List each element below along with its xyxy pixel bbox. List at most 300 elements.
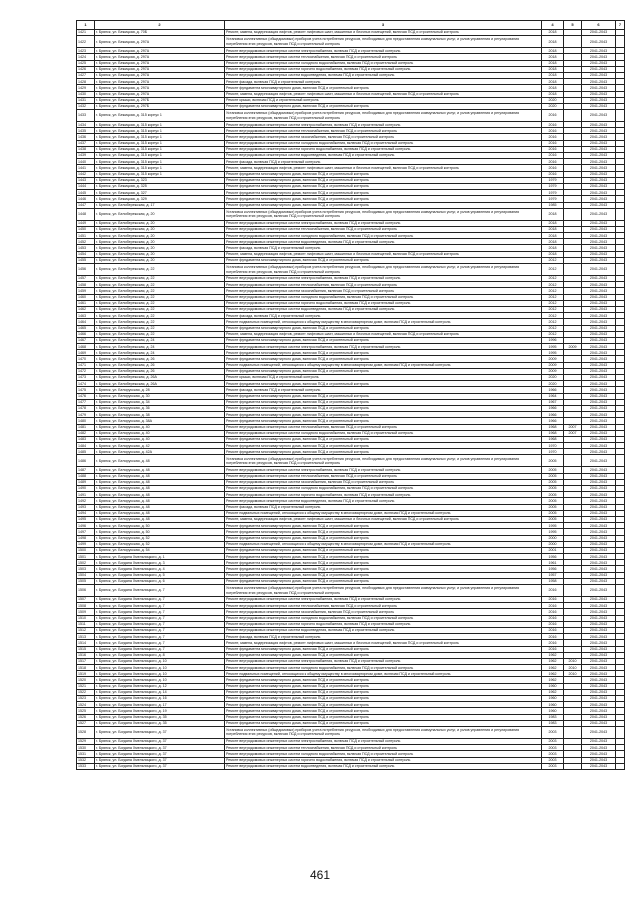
- row-address: г. Брянск, ул. Богдана Хмельницкого, д. 8: [95, 652, 225, 658]
- row-year: 1962: [542, 689, 564, 695]
- row-address: г. Брянск, ул. Белорусская, д. 34: [95, 399, 225, 405]
- row-period: 2041-2043: [582, 745, 616, 751]
- row-period: 2041-2043: [582, 627, 616, 633]
- row-year: 1979: [542, 183, 564, 189]
- row-number: 1466: [77, 331, 95, 337]
- row-number: 1451: [77, 233, 95, 239]
- row-period: 2041-2043: [582, 79, 616, 85]
- row-year: 2018: [542, 91, 564, 97]
- row-number: 1441: [77, 165, 95, 171]
- row-year: 1962: [542, 658, 564, 664]
- row-year: 2016: [542, 128, 564, 134]
- row-number: 1440: [77, 159, 95, 165]
- row-work-type: Ремонт фундамента многоквартирного дома, включая ПСД и строительный контроль: [225, 325, 542, 331]
- row-work-type: Ремонт внутридомовых инженерных систем водоотведения, включая ПСД и строительный контроль: [225, 153, 542, 159]
- row-period: 2041-2043: [582, 504, 616, 510]
- row-address: г. Брянск, ул. Белорусская, д. 48: [95, 498, 225, 504]
- row-period: 2041-2043: [582, 763, 616, 769]
- row-period: 2041-2043: [582, 683, 616, 689]
- row-period: 2041-2043: [582, 153, 616, 159]
- row-address: г. Брянск, ул. Бежицкая, д. 297А: [95, 72, 225, 78]
- row-period: 2041-2043: [582, 720, 616, 726]
- row-address: г. Брянск, ул. Бежицкая, д. 315 корпус 1: [95, 128, 225, 134]
- row-address: г. Брянск, ул. Белобережская, д. 22: [95, 288, 225, 294]
- row-extra: [616, 264, 625, 276]
- row-period: 2041-2043: [582, 239, 616, 245]
- row-work-type: Ремонт внутридомовых инженерных систем теплоснабжения, включая ПСД и строительный контроль: [225, 745, 542, 751]
- row-work-type: Ремонт фундамента многоквартирного дома, включая ПСД и строительный контроль: [225, 572, 542, 578]
- row-address: г. Брянск, ул. Белорусская, д. 48: [95, 492, 225, 498]
- row-number: 1505: [77, 578, 95, 584]
- row-number: 1467: [77, 337, 95, 343]
- row-year: 2016: [542, 122, 564, 128]
- row-year: 1960: [542, 702, 564, 708]
- row-year: 2003: [542, 745, 564, 751]
- row-work-type: Ремонт внутридомовых инженерных систем холодного водоснабжения, включая ПСД и строительный контроль: [225, 615, 542, 621]
- row-address: г. Брянск, ул. Богдана Хмельницкого, д. 4: [95, 566, 225, 572]
- row-year: 2005: [542, 516, 564, 522]
- row-number: 1500: [77, 547, 95, 553]
- row-year: 1970: [542, 449, 564, 455]
- row-year: 1985: [542, 202, 564, 208]
- table-row: [77, 264, 625, 276]
- row-period: 2041-2043: [582, 226, 616, 232]
- row-year: 2018: [542, 48, 564, 54]
- row-work-type: Ремонт фундамента многоквартирного дома, включая ПСД и строительный контроль: [225, 368, 542, 374]
- row-address: г. Брянск, ул. Белорусская, д. 40: [95, 430, 225, 436]
- row-address: г. Брянск, ул. Богдана Хмельницкого, д. 1: [95, 554, 225, 560]
- row-number: 1454: [77, 251, 95, 257]
- row-address: г. Брянск, ул. Бежицкая, д. 327: [95, 190, 225, 196]
- row-year: 1995: [542, 350, 564, 356]
- row-number: 1525: [77, 708, 95, 714]
- row-period: 2041-2043: [582, 331, 616, 337]
- row-work-type: Ремонт внутридомовых инженерных систем водоотведения, включая ПСД и строительный контроль: [225, 306, 542, 312]
- row-period: 2041-2043: [582, 689, 616, 695]
- row-work-type: Ремонт внутридомовых инженерных систем горячего водоснабжения, включая ПСД и строительный контроль: [225, 757, 542, 763]
- row-work-type: Ремонт внутридомовых инженерных систем холодного водоснабжения, включая ПСД и строительный контроль: [225, 294, 542, 300]
- row-period: 2041-2043: [582, 597, 616, 603]
- row-period: 2041-2043: [582, 726, 616, 738]
- row-year: 2020: [542, 381, 564, 387]
- col-header-address: 2: [95, 21, 225, 30]
- row-number: 1522: [77, 689, 95, 695]
- row-period: 2041-2043: [582, 671, 616, 677]
- row-address: г. Брянск, ул. Бежицкая, д. 297Б: [95, 97, 225, 103]
- row-year: 1979: [542, 196, 564, 202]
- row-period: 2041-2043: [582, 177, 616, 183]
- row-number: 1481: [77, 424, 95, 430]
- row-period: 2041-2043: [582, 85, 616, 91]
- row-number: 1446: [77, 196, 95, 202]
- row-year: 2018: [542, 220, 564, 226]
- row-period: 2041-2043: [582, 658, 616, 664]
- row-year: 2016: [542, 585, 564, 597]
- row-period: 2041-2043: [582, 498, 616, 504]
- table-row: [77, 726, 625, 738]
- row-address: г. Брянск, ул. Белорусская, д. 48: [95, 455, 225, 467]
- row-number: 1509: [77, 609, 95, 615]
- row-address: г. Брянск, ул. Богдана Хмельницкого, д. 10: [95, 665, 225, 671]
- table-header: [77, 21, 625, 30]
- row-last-repair: [564, 585, 582, 597]
- row-period: 2041-2043: [582, 455, 616, 467]
- page-number: 461: [309, 868, 331, 882]
- row-address: г. Брянск, ул. Белорусская, д. 42: [95, 443, 225, 449]
- row-work-type: Ремонт фундамента многоквартирного дома, включая ПСД и строительный контроль: [225, 720, 542, 726]
- row-address: г. Брянск, ул. Белобережская, д. 24: [95, 337, 225, 343]
- row-number: 1524: [77, 702, 95, 708]
- row-period: 2041-2043: [582, 603, 616, 609]
- row-year: 1996: [542, 337, 564, 343]
- row-period: 2041-2043: [582, 486, 616, 492]
- row-number: 1480: [77, 418, 95, 424]
- row-period: 2041-2043: [582, 738, 616, 744]
- row-period: 2041-2043: [582, 412, 616, 418]
- col-header-work-type: 3: [225, 21, 542, 30]
- row-last-repair: [564, 763, 582, 769]
- row-period: 2041-2043: [582, 566, 616, 572]
- row-address: г. Брянск, ул. Белобережская, д. 20: [95, 239, 225, 245]
- row-address: г. Брянск, ул. Белобережская, д. 17: [95, 202, 225, 208]
- row-address: г. Брянск, ул. Богдана Хмельницкого, д. 35: [95, 720, 225, 726]
- row-year: 2016: [542, 110, 564, 122]
- row-work-type: Ремонт фундамента многоквартирного дома, включая ПСД и строительный контроль: [225, 190, 542, 196]
- row-work-type: Ремонт подвальных помещений, относящихся к общему имуществу в многоквартирном доме, включая ПСД и строительный контроль: [225, 362, 542, 368]
- row-extra: [616, 763, 625, 769]
- row-last-repair: [564, 726, 582, 738]
- row-year: 2016: [542, 621, 564, 627]
- row-year: 2016: [542, 153, 564, 159]
- row-period: 2041-2043: [582, 615, 616, 621]
- row-work-type: Ремонт внутридомовых инженерных систем горячего водоснабжения, включая ПСД и строительный контроль: [225, 300, 542, 306]
- row-number: 1494: [77, 510, 95, 516]
- row-extra: [616, 208, 625, 220]
- row-work-type: Ремонт фундамента многоквартирного дома, включая ПСД и строительный контроль: [225, 393, 542, 399]
- row-period: 2041-2043: [582, 510, 616, 516]
- row-year: 1979: [542, 190, 564, 196]
- row-work-type: Ремонт внутридомовых инженерных систем холодного водоснабжения, включая ПСД и строительный контроль: [225, 430, 542, 436]
- row-address: г. Брянск, ул. Бежицкая, д. 70Б: [95, 30, 225, 36]
- row-number: 1483: [77, 436, 95, 442]
- row-address: г. Брянск, ул. Белорусская, д. 38: [95, 412, 225, 418]
- row-work-type: Ремонт фундамента многоквартирного дома, включая ПСД и строительный контроль: [225, 202, 542, 208]
- row-year: 2020: [542, 97, 564, 103]
- row-last-repair: [564, 264, 582, 276]
- row-address: г. Брянск, ул. Белорусская, д. 38А: [95, 418, 225, 424]
- row-period: 2041-2043: [582, 220, 616, 226]
- row-work-type: Ремонт фундамента многоквартирного дома, включая ПСД и строительный контроль: [225, 257, 542, 263]
- row-period: 2041-2043: [582, 122, 616, 128]
- row-number: 1496: [77, 523, 95, 529]
- row-work-type: Ремонт фундамента многоквартирного дома, включая ПСД и строительный контроль: [225, 356, 542, 362]
- row-address: г. Брянск, ул. Бежицкая, д. 297А: [95, 54, 225, 60]
- row-year: 1964: [542, 393, 564, 399]
- row-year: 1962: [542, 677, 564, 683]
- row-period: 2041-2043: [582, 516, 616, 522]
- row-year: 2012: [542, 257, 564, 263]
- row-period: 2041-2043: [582, 418, 616, 424]
- row-address: г. Брянск, ул. Богдана Хмельницкого, д. 7: [95, 603, 225, 609]
- row-work-type: Установка коллективных (общедомовых) приборов учета потребления ресурсов, необходимых для предоставления коммунальных услуг, и узлов управления и регулирования потребления этих ресурсов, включая ПСД и строительный контроль: [225, 208, 542, 220]
- row-year: 2003: [542, 757, 564, 763]
- row-year: 2018: [542, 245, 564, 251]
- row-work-type: Ремонт крыши, включая ПСД и строительный контроль: [225, 97, 542, 103]
- row-number: 1528: [77, 726, 95, 738]
- table-row: [77, 110, 625, 122]
- row-work-type: Ремонт внутридомовых инженерных систем холодного водоснабжения, включая ПСД и строительный контроль: [225, 665, 542, 671]
- row-work-type: Ремонт внутридомовых инженерных систем электроснабжения, включая ПСД и строительный контроль: [225, 48, 542, 54]
- row-period: 2041-2043: [582, 541, 616, 547]
- row-address: г. Брянск, ул. Богдана Хмельницкого, д. 19: [95, 708, 225, 714]
- row-address: г. Брянск, ул. Белобережская, д. 26А: [95, 375, 225, 381]
- row-year: 1995: [542, 344, 564, 350]
- col-header-period: 6: [582, 21, 616, 30]
- row-number: 1429: [77, 85, 95, 91]
- row-number: 1449: [77, 220, 95, 226]
- row-number: 1430: [77, 91, 95, 97]
- row-work-type: Ремонт фундамента многоквартирного дома, включая ПСД и строительный контроль: [225, 449, 542, 455]
- row-number: 1487: [77, 467, 95, 473]
- row-extra: [616, 726, 625, 738]
- row-year: 2000: [542, 535, 564, 541]
- row-year: 1958: [542, 578, 564, 584]
- row-number: 1518: [77, 665, 95, 671]
- row-period: 2041-2043: [582, 159, 616, 165]
- row-year: 1966: [542, 418, 564, 424]
- row-period: 2041-2043: [582, 183, 616, 189]
- row-address: г. Брянск, ул. Богдана Хмельницкого, д. 37: [95, 757, 225, 763]
- row-address: г. Брянск, ул. Бежицкая, д. 297Б: [95, 103, 225, 109]
- row-address: г. Брянск, ул. Бежицкая, д. 315 корпус 1: [95, 122, 225, 128]
- row-year: 2005: [542, 486, 564, 492]
- row-number: 1445: [77, 190, 95, 196]
- row-number: 1470: [77, 356, 95, 362]
- row-address: г. Брянск, ул. Богдана Хмельницкого, д. 35: [95, 714, 225, 720]
- row-period: 2041-2043: [582, 337, 616, 343]
- row-address: г. Брянск, ул. Белорусская, д. 40: [95, 436, 225, 442]
- row-number: 1436: [77, 134, 95, 140]
- row-period: 2041-2043: [582, 585, 616, 597]
- row-year: 2016: [542, 646, 564, 652]
- row-address: г. Брянск, ул. Белобережская, д. 20: [95, 251, 225, 257]
- row-number: 1499: [77, 541, 95, 547]
- row-number: 1478: [77, 405, 95, 411]
- row-address: г. Брянск, ул. Белорусская, д. 28: [95, 387, 225, 393]
- row-work-type: Ремонт фундамента многоквартирного дома, включая ПСД и строительный контроль: [225, 689, 542, 695]
- row-number: 1426: [77, 66, 95, 72]
- row-number: 1450: [77, 226, 95, 232]
- row-number: 1425: [77, 60, 95, 66]
- row-year: 2018: [542, 72, 564, 78]
- row-work-type: Ремонт, замена, модернизация лифтов, ремонт лифтовых шахт, машинных и блочных помещений, включая ПСД и строительный контроль: [225, 91, 542, 97]
- row-year: 2003: [542, 763, 564, 769]
- row-number: 1443: [77, 177, 95, 183]
- row-period: 2041-2043: [582, 128, 616, 134]
- row-work-type: Ремонт внутридомовых инженерных систем водоотведения, включая ПСД и строительный контроль: [225, 627, 542, 633]
- row-period: 2041-2043: [582, 36, 616, 48]
- row-period: 2041-2043: [582, 368, 616, 374]
- row-address: г. Брянск, ул. Бежицкая, д. 297А: [95, 36, 225, 48]
- row-work-type: Ремонт фундамента многоквартирного дома, включая ПСД и строительный контроль: [225, 171, 542, 177]
- row-work-type: Установка коллективных (общедомовых) приборов учета потребления ресурсов, необходимых для предоставления коммунальных услуг, и узлов управления и регулирования потребления этих ресурсов, включая ПСД и строительный контроль: [225, 726, 542, 738]
- row-work-type: Ремонт внутридомовых инженерных систем холодного водоснабжения, включая ПСД и строительный контроль: [225, 60, 542, 66]
- row-period: 2041-2043: [582, 288, 616, 294]
- row-extra: [616, 585, 625, 597]
- row-period: 2041-2043: [582, 554, 616, 560]
- row-number: 1460: [77, 294, 95, 300]
- row-year: 2012: [542, 282, 564, 288]
- row-number: 1495: [77, 516, 95, 522]
- row-year: 1960: [542, 696, 564, 702]
- row-year: 2018: [542, 226, 564, 232]
- row-work-type: Ремонт, замена, модернизация лифтов, ремонт лифтовых шахт, машинных и блочных помещений, включая ПСД и строительный контроль: [225, 640, 542, 646]
- row-number: 1482: [77, 430, 95, 436]
- row-year: 2018: [542, 251, 564, 257]
- row-work-type: Установка коллективных (общедомовых) приборов учета потребления ресурсов, необходимых для предоставления коммунальных услуг, и узлов управления и регулирования потребления этих ресурсов, включая ПСД и строительный контроль: [225, 585, 542, 597]
- row-period: 2041-2043: [582, 196, 616, 202]
- row-work-type: Установка коллективных (общедомовых) приборов учета потребления ресурсов, необходимых для предоставления коммунальных услуг, и узлов управления и регулирования потребления этих ресурсов, включая ПСД и строительный контроль: [225, 455, 542, 467]
- row-year: 2009: [542, 368, 564, 374]
- row-number: 1513: [77, 634, 95, 640]
- row-period: 2041-2043: [582, 677, 616, 683]
- row-number: 1463: [77, 313, 95, 319]
- row-year: 2016: [542, 165, 564, 171]
- row-period: 2041-2043: [582, 202, 616, 208]
- row-period: 2041-2043: [582, 165, 616, 171]
- row-work-type: Ремонт внутридомовых инженерных систем электроснабжения, включая ПСД и строительный контроль: [225, 738, 542, 744]
- row-address: г. Брянск, ул. Богдана Хмельницкого, д. 12: [95, 683, 225, 689]
- row-period: 2041-2043: [582, 350, 616, 356]
- row-period: 2041-2043: [582, 294, 616, 300]
- row-last-repair: [564, 208, 582, 220]
- col-header-number: 1: [77, 21, 95, 30]
- row-address: г. Брянск, ул. Бежицкая, д. 297А: [95, 85, 225, 91]
- row-year: 2003: [542, 751, 564, 757]
- row-year: 1968: [542, 424, 564, 430]
- row-period: 2041-2043: [582, 560, 616, 566]
- row-period: 2041-2043: [582, 110, 616, 122]
- row-number: 1486: [77, 455, 95, 467]
- row-address: г. Брянск, ул. Богдана Хмельницкого, д. 37: [95, 745, 225, 751]
- row-work-type: Ремонт, замена, модернизация лифтов, ремонт лифтовых шахт, машинных и блочных помещений, включая ПСД и строительный контроль: [225, 165, 542, 171]
- row-period: 2041-2043: [582, 356, 616, 362]
- row-number: 1447: [77, 202, 95, 208]
- row-number: 1469: [77, 350, 95, 356]
- row-year: 1995: [542, 529, 564, 535]
- row-number: 1427: [77, 72, 95, 78]
- row-year: 2012: [542, 319, 564, 325]
- row-address: г. Брянск, ул. Богдана Хмельницкого, д. 37: [95, 751, 225, 757]
- row-number: 1448: [77, 208, 95, 220]
- table-row: [77, 36, 625, 48]
- row-year: 2016: [542, 603, 564, 609]
- row-work-type: Ремонт внутридомовых инженерных систем теплоснабжения, включая ПСД и строительный контроль: [225, 473, 542, 479]
- row-work-type: Ремонт внутридомовых инженерных систем горячего водоснабжения, включая ПСД и строительный контроль: [225, 492, 542, 498]
- row-period: 2041-2043: [582, 609, 616, 615]
- row-address: г. Брянск, ул. Богдана Хмельницкого, д. 3: [95, 560, 225, 566]
- row-period: 2041-2043: [582, 393, 616, 399]
- row-number: 1485: [77, 449, 95, 455]
- row-number: 1468: [77, 344, 95, 350]
- row-year: 2016: [542, 171, 564, 177]
- row-work-type: Ремонт, замена, модернизация лифтов, ремонт лифтовых шахт, машинных и блочных помещений, включая ПСД и строительный контроль: [225, 30, 542, 36]
- row-year: 2003: [542, 738, 564, 744]
- row-number: 1456: [77, 264, 95, 276]
- row-extra: [616, 455, 625, 467]
- row-address: г. Брянск, ул. Богдана Хмельницкого, д. 37: [95, 726, 225, 738]
- row-address: г. Брянск, ул. Белорусская, д. 48: [95, 516, 225, 522]
- row-work-type: Ремонт фундамента многоквартирного дома, включая ПСД и строительный контроль: [225, 183, 542, 189]
- row-number: 1512: [77, 627, 95, 633]
- row-period: 2041-2043: [582, 381, 616, 387]
- row-work-type: Ремонт фундамента многоквартирного дома, включая ПСД и строительный контроль: [225, 696, 542, 702]
- row-number: 1452: [77, 239, 95, 245]
- row-period: 2041-2043: [582, 103, 616, 109]
- row-work-type: Ремонт фундамента многоквартирного дома, включая ПСД и строительный контроль: [225, 677, 542, 683]
- capital-repair-table: [76, 20, 625, 770]
- row-address: г. Брянск, ул. Белобережская, д. 26А: [95, 381, 225, 387]
- row-number: 1475: [77, 387, 95, 393]
- row-address: г. Брянск, ул. Бежицкая, д. 315 корпус 1: [95, 146, 225, 152]
- row-year: 2016: [542, 159, 564, 165]
- row-number: 1532: [77, 757, 95, 763]
- row-period: 2041-2043: [582, 523, 616, 529]
- col-header-last-repair: 5: [564, 21, 582, 30]
- row-address: г. Брянск, ул. Белорусская, д. 48: [95, 467, 225, 473]
- row-address: г. Брянск, ул. Бежицкая, д. 315 корпус 1: [95, 165, 225, 171]
- row-year: 2012: [542, 331, 564, 337]
- row-number: 1471: [77, 362, 95, 368]
- row-year: 2009: [542, 356, 564, 362]
- row-year: 2005: [542, 473, 564, 479]
- row-number: 1477: [77, 399, 95, 405]
- row-year: 1970: [542, 443, 564, 449]
- row-work-type: Ремонт внутридомовых инженерных систем холодного водоснабжения, включая ПСД и строительный контроль: [225, 486, 542, 492]
- row-address: г. Брянск, ул. Бежицкая, д. 315 корпус 1: [95, 134, 225, 140]
- row-period: 2041-2043: [582, 375, 616, 381]
- row-last-repair: 2009: [564, 344, 582, 350]
- row-address: г. Брянск, ул. Белорусская, д. 30: [95, 393, 225, 399]
- row-period: 2041-2043: [582, 535, 616, 541]
- row-year: 2005: [542, 504, 564, 510]
- row-year: 1966: [542, 387, 564, 393]
- row-work-type: Ремонт внутридомовых инженерных систем электроснабжения, включая ПСД и строительный контроль: [225, 344, 542, 350]
- row-number: 1438: [77, 146, 95, 152]
- row-address: г. Брянск, ул. Белобережская, д. 20: [95, 220, 225, 226]
- row-year: 2018: [542, 208, 564, 220]
- row-year: 2018: [542, 79, 564, 85]
- row-address: г. Брянск, ул. Богдана Хмельницкого, д. 17: [95, 702, 225, 708]
- row-period: 2041-2043: [582, 362, 616, 368]
- row-period: 2041-2043: [582, 572, 616, 578]
- row-year: 1957: [542, 572, 564, 578]
- row-address: г. Брянск, ул. Белорусская, д. 50: [95, 523, 225, 529]
- row-number: 1527: [77, 720, 95, 726]
- row-period: 2041-2043: [582, 97, 616, 103]
- row-period: 2041-2043: [582, 208, 616, 220]
- row-year: 2016: [542, 615, 564, 621]
- row-work-type: Ремонт внутридомовых инженерных систем теплоснабжения, включая ПСД и строительный контроль: [225, 424, 542, 430]
- row-year: 2012: [542, 313, 564, 319]
- row-work-type: Ремонт внутридомовых инженерных систем электроснабжения, включая ПСД и строительный контроль: [225, 276, 542, 282]
- row-period: 2041-2043: [582, 66, 616, 72]
- table-body: [77, 30, 625, 770]
- row-period: 2041-2043: [582, 751, 616, 757]
- row-year: 2003: [542, 726, 564, 738]
- row-address: г. Брянск, ул. Бежицкая, д. 315 корпус 1: [95, 153, 225, 159]
- row-address: г. Брянск, ул. Бежицкая, д. 315 корпус 1: [95, 171, 225, 177]
